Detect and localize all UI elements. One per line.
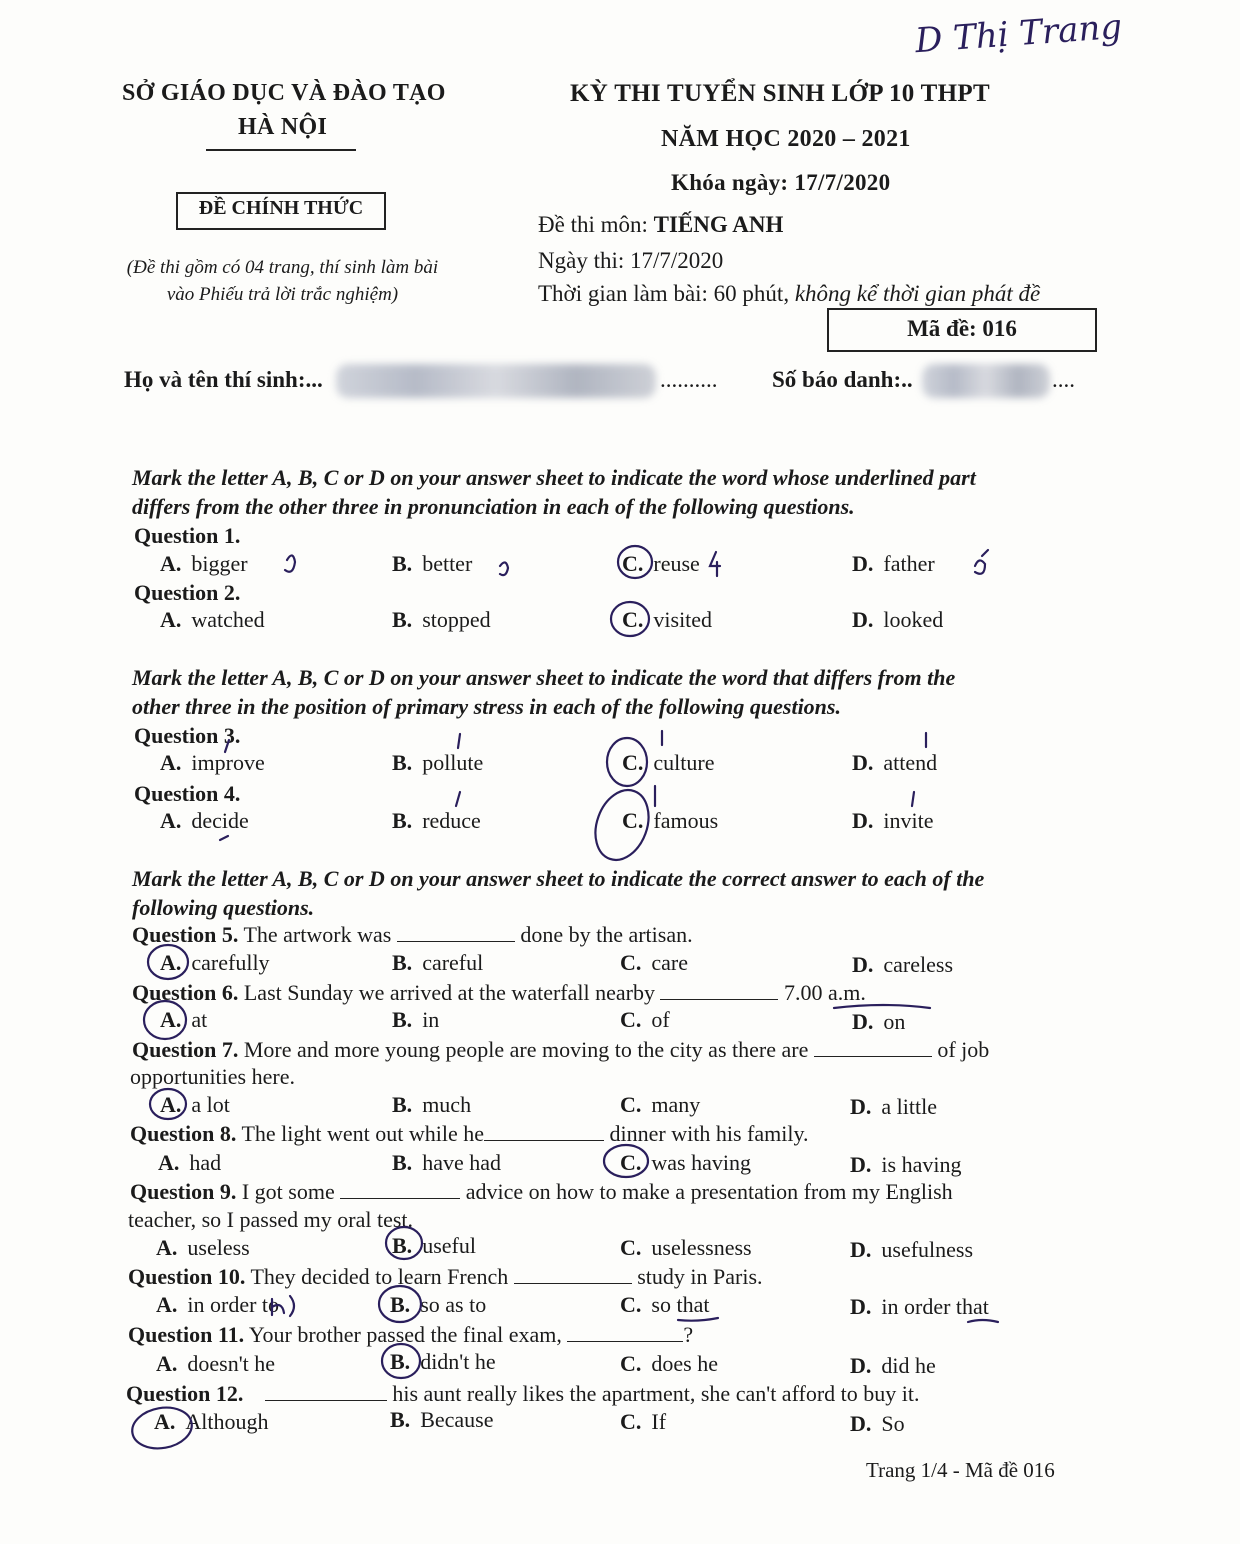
candidate-id-dots: .... xyxy=(1052,367,1075,392)
q11-option-d: D. did he xyxy=(850,1353,936,1378)
answer-circle-q1 xyxy=(618,546,652,578)
page-footer: Trang 1/4 - Mã đề 016 xyxy=(866,1458,1055,1482)
q4-option-b: B. reduce xyxy=(392,808,481,833)
stress-mark-q4a xyxy=(220,836,228,840)
q5-stem: Question 5. The artwork was done by the artisan. xyxy=(132,922,693,947)
q11-option-a: A. doesn't he xyxy=(156,1351,276,1376)
q5-option-d: D. careless xyxy=(852,952,954,977)
q1-option-c: C. reuse xyxy=(622,551,700,576)
q8-option-d: D. is having xyxy=(850,1152,962,1177)
subject-value: TIẾNG ANH xyxy=(653,212,784,237)
q3-option-c: C. culture xyxy=(622,750,715,775)
duration-note: không kể thời gian phát đề xyxy=(794,281,1041,306)
handwritten-name: D Thị Trang xyxy=(913,6,1124,62)
q8-option-b: B. have had xyxy=(392,1150,501,1175)
section1-line1: Mark the letter A, B, C or D on your answer sheet to indicate the word whose underlined part xyxy=(132,465,976,490)
q9-option-b: B. useful xyxy=(392,1233,476,1258)
q9-stem-line2: teacher, so I passed my oral test. xyxy=(128,1207,414,1232)
q7-option-c: C. many xyxy=(620,1092,701,1117)
q1-option-a: A. bigger xyxy=(160,551,248,576)
q10-stem: Question 10. They decided to learn French study in Paris. xyxy=(128,1264,763,1289)
pen-underline-q6 xyxy=(834,1005,930,1008)
q9-stem: Question 9. I got some advice on how to make a presentation from my English xyxy=(130,1179,953,1204)
q9-option-c: C. uselessness xyxy=(620,1235,752,1260)
q4-option-c: C. famous xyxy=(622,808,719,833)
q12-stem: Question 12. his aunt really likes the apartment, she can't afford to buy it. xyxy=(126,1381,920,1406)
answer-circle-q2 xyxy=(611,602,649,636)
q1-label: Question 1. xyxy=(134,523,241,548)
q6-option-b: B. in xyxy=(392,1007,440,1032)
pen-underline-q10c xyxy=(678,1318,718,1321)
exam-code: Mã đề: 016 xyxy=(907,316,1017,341)
q7-option-a: A. a lot xyxy=(160,1092,230,1117)
duration-label: Thời gian làm bài: 60 phút, xyxy=(538,281,795,306)
q6-option-a: A. at xyxy=(160,1007,208,1032)
q10-option-d: D. in order that xyxy=(850,1294,989,1319)
answer-circle-q4 xyxy=(586,783,658,868)
official-label: ĐỀ CHÍNH THỨC xyxy=(198,197,364,219)
q10-option-c: C. so that xyxy=(620,1292,710,1317)
exam-session: Khóa ngày: 17/7/2020 xyxy=(671,170,891,195)
exam-title: KỲ THI TUYỂN SINH LỚP 10 THPT xyxy=(570,80,990,107)
q3-option-a: A. improve xyxy=(160,750,265,775)
q4-label: Question 4. xyxy=(134,781,241,806)
department-name: SỞ GIÁO DỤC VÀ ĐÀO TẠO xyxy=(122,80,446,106)
answer-circle-q12 xyxy=(129,1403,195,1453)
section3-line2: following questions. xyxy=(132,895,315,920)
stress-mark-q3b xyxy=(458,734,460,748)
answer-circle-q11 xyxy=(382,1344,420,1378)
q2-label: Question 2. xyxy=(134,580,241,605)
subject-label: Đề thi môn: xyxy=(538,212,654,237)
q2-option-a: A. watched xyxy=(160,607,265,632)
q5-option-a: A. carefully xyxy=(160,950,270,975)
answer-circle-q8 xyxy=(604,1145,648,1177)
q8-stem: Question 8. The light went out while he dinner with his family. xyxy=(130,1121,809,1146)
q12-option-a: A. Although xyxy=(154,1409,269,1434)
q7-stem-line2: opportunities here. xyxy=(130,1064,295,1089)
q2-option-c: C. visited xyxy=(622,607,713,632)
answer-circle-q10 xyxy=(379,1286,421,1322)
q9-option-d: D. usefulness xyxy=(850,1237,974,1262)
q4-option-d: D. invite xyxy=(852,808,934,833)
pen-mark-q10a xyxy=(272,1296,294,1316)
q8-option-c: C. was having xyxy=(620,1150,751,1175)
q11-option-b: B. didn't he xyxy=(390,1349,496,1374)
phonetic-mark-q1b xyxy=(500,562,508,575)
pages-note-line1: (Đề thi gồm có 04 trang, thí sinh làm bài xyxy=(126,257,439,278)
q7-stem: Question 7. More and more young people are moving to the city as there are of job xyxy=(132,1037,990,1062)
q3-label: Question 3. xyxy=(134,723,241,748)
answer-circle-q6 xyxy=(144,1001,186,1039)
pages-note-line2: vào Phiếu trả lời trắc nghiệm) xyxy=(166,284,399,305)
q6-option-d: D. on xyxy=(852,1009,906,1034)
candidate-name-dots: .......... xyxy=(660,367,718,392)
q1-option-b: B. better xyxy=(392,551,473,576)
phonetic-mark-q1a xyxy=(285,555,295,571)
answer-circle-q9 xyxy=(386,1227,422,1259)
q8-option-a: A. had xyxy=(158,1150,222,1175)
q3-option-b: B. pollute xyxy=(392,750,484,775)
q1-option-d: D. father xyxy=(852,551,935,576)
q12-option-c: C. If xyxy=(620,1409,667,1434)
section1-line2: differs from the other three in pronunciation in each of the following questions. xyxy=(132,494,855,519)
section2-line1: Mark the letter A, B, C or D on your answer sheet to indicate the word that differs from the xyxy=(132,665,956,690)
q7-option-b: B. much xyxy=(392,1092,472,1117)
stress-mark-q4b xyxy=(456,792,460,806)
answer-circle-q7 xyxy=(150,1089,186,1119)
exam-date: Ngày thi: 17/7/2020 xyxy=(538,248,724,273)
stress-mark-q4d xyxy=(912,792,914,806)
q11-option-c: C. does he xyxy=(620,1351,718,1376)
answer-circle-q5 xyxy=(148,945,188,979)
q4-option-a: A. decide xyxy=(160,808,249,833)
q12-option-b: B. Because xyxy=(390,1407,494,1432)
section2-line2: other three in the position of primary stress in each of the following questions. xyxy=(132,694,841,719)
q12-option-d: D. So xyxy=(850,1411,905,1436)
phonetic-mark-q1d xyxy=(975,550,988,574)
q5-option-b: B. careful xyxy=(392,950,484,975)
q6-stem: Question 6. Last Sunday we arrived at the waterfall nearby 7.00 a.m. xyxy=(132,980,866,1005)
school-year: NĂM HỌC 2020 – 2021 xyxy=(661,126,911,152)
q2-option-b: B. stopped xyxy=(392,607,491,632)
department-city: HÀ NỘI xyxy=(238,114,328,140)
q5-option-c: C. care xyxy=(620,950,689,975)
q6-option-c: C. of xyxy=(620,1007,670,1032)
candidate-id-label: Số báo danh:.. xyxy=(772,367,913,392)
q11-stem: Question 11. Your brother passed the final exam, ? xyxy=(128,1322,694,1347)
q3-option-d: D. attend xyxy=(852,750,938,775)
stress-mark-q3a xyxy=(225,740,229,752)
q10-option-b: B. so as to xyxy=(390,1292,487,1317)
section3-line1: Mark the letter A, B, C or D on your answer sheet to indicate the correct answer to each of the xyxy=(132,866,985,891)
q2-option-d: D. looked xyxy=(852,607,944,632)
candidate-name-label: Họ và tên thí sinh:... xyxy=(124,367,323,392)
pen-underline-q10d xyxy=(968,1320,998,1322)
q10-option-a: A. in order to xyxy=(156,1292,280,1317)
q7-option-d: D. a little xyxy=(850,1094,937,1119)
q9-option-a: A. useless xyxy=(156,1235,250,1260)
answer-circle-q3 xyxy=(607,738,647,786)
phonetic-mark-q1c xyxy=(710,552,720,576)
